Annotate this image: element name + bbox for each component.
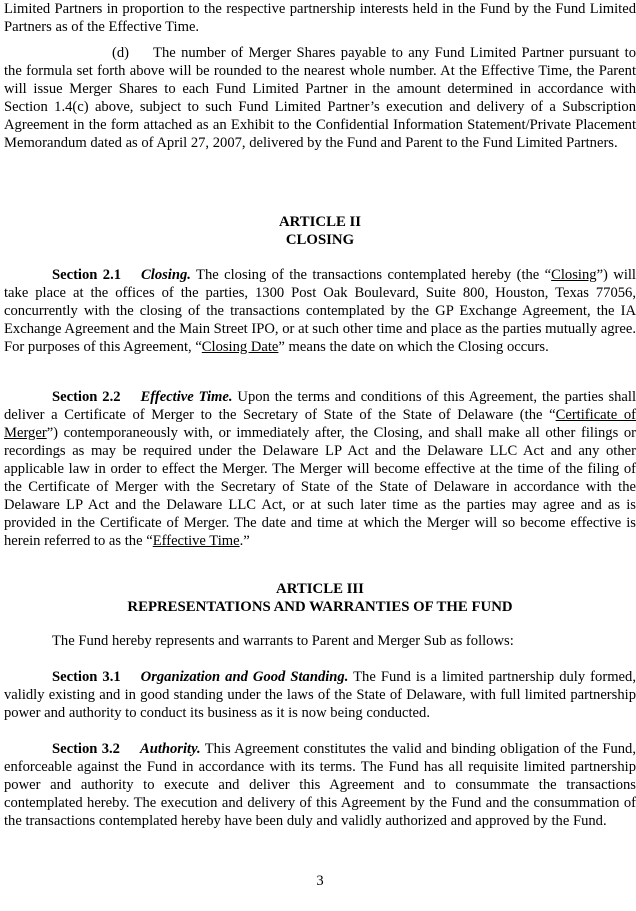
section-2-2-text-b: ”) contemporaneously with, or immediately after, the Closing, and shall make all other filings or recordings as may be required under the Delaware LP Act and the Delaware LLC Act and any other applicable law in order to effect the Merger. The Merger will become effective at the time of the filing of the Certificate of Merger with the Secretary of State of the State of Delaware in accordance with the Delaware LP Act and the Delaware LLC Act, or at such later time as the parties may agree and as is provided in the Certificate of Merger. The date and time at which the Merger will so become effective is herein referred to as the “ xyxy=(4,425,636,549)
article-2-heading xyxy=(4,213,636,249)
defined-term-closing: Closing xyxy=(551,267,597,283)
section-2-1-text-b: ”) will take place at the offices of the parties, 1300 Post Oak Boulevard, Suite 800, Houston, Texas 77056, concurrently with the closing of the transactions contemplated by the GP Exchange Agreement, the IA Exchange Agreement and the Main Street IPO, or at such other time and place as the parties mutually agree. For purposes of this Agreement, “ xyxy=(4,267,636,355)
defined-term-effective-time: Effective Time xyxy=(152,533,240,549)
paragraph-continuation: Limited Partners in proportion to the respective partnership interests held in the Fund by the Fund Limited Partners as of the Effective Time. xyxy=(4,1,636,35)
section-3-2-number: Section 3.2 xyxy=(52,741,120,757)
section-3-2 xyxy=(4,740,636,830)
section-2-2-number: Section 2.2 xyxy=(52,389,121,405)
section-3-1-text: The Fund is a limited partnership duly formed, validly existing and in good standing under the laws of the State of Delaware, with full limited partnership power and authority to conduct its business as it is now being conducted. xyxy=(4,669,636,721)
section-2-1-text-c: ” means the date on which the Closing occurs. xyxy=(278,339,549,355)
page-number: 3 xyxy=(316,873,324,889)
defined-term-closing-date: Closing Date xyxy=(201,339,279,355)
section-3-1-number: Section 3.1 xyxy=(52,669,121,685)
section-2-2-title: Effective Time. xyxy=(140,389,233,405)
section-3-2-title: Authority. xyxy=(139,741,201,757)
article-2-title: CLOSING xyxy=(285,232,355,248)
section-3-2-text: This Agreement constitutes the valid and binding obligation of the Fund, enforceable against the Fund in accordance with its terms. The Fund has all requisite limited partnership power and authority to execute and deliver this Agreement and to consummate the transactions contemplated hereby. The execution and delivery of this Agreement by the Fund and the consummation of the transactions contemplated hereby have been duly and validly authorized and approved by the Fund. xyxy=(4,741,636,829)
paragraph-d-text: The number of Merger Shares payable to any Fund Limited Partner pursuant to the formula set forth above will be rounded to the nearest whole number. At the Effective Time, the Parent will issue Merger Shares to each Fund Limited Partner in the amount determined in accordance with Section 1.4(c) above, subject to such Fund Limited Partner’s execution and delivery of a Subscription Agreement in the form attached as an Exhibit to the Confidential Information Statement/Private Placement Memorandum dated as of April 27, 2007, delivered by the Fund and Parent to the Fund Limited Partners. xyxy=(4,45,636,151)
article-3-intro: The Fund hereby represents and warrants to Parent and Merger Sub as follows: xyxy=(52,633,514,649)
defined-term-certificate-of-merger: Certificate of Merger xyxy=(4,407,636,441)
section-3-1-title: Organization and Good Standing. xyxy=(140,669,349,685)
section-2-2-text-c: .” xyxy=(239,533,250,549)
paragraph-d xyxy=(4,44,636,152)
section-2-2-text-a: Upon the terms and conditions of this Agreement, the parties shall deliver a Certificate of Merger to the Secretary of State of the State of Delaware (the “ xyxy=(4,389,636,423)
section-3-1 xyxy=(4,668,636,722)
article-2-number: ARTICLE II xyxy=(278,214,362,230)
section-2-2 xyxy=(4,388,636,550)
article-3-number: ARTICLE III xyxy=(276,581,364,597)
article-3-title: REPRESENTATIONS AND WARRANTIES OF THE FUND xyxy=(127,599,513,615)
section-2-1 xyxy=(4,266,636,356)
article-3-heading xyxy=(4,580,636,616)
section-2-1-text-a: The closing of the transactions contemplated hereby (the “ xyxy=(196,267,552,283)
section-2-1-title: Closing. xyxy=(141,267,191,283)
subsection-label: (d) xyxy=(112,45,130,61)
section-2-1-number: Section 2.1 xyxy=(52,267,122,283)
